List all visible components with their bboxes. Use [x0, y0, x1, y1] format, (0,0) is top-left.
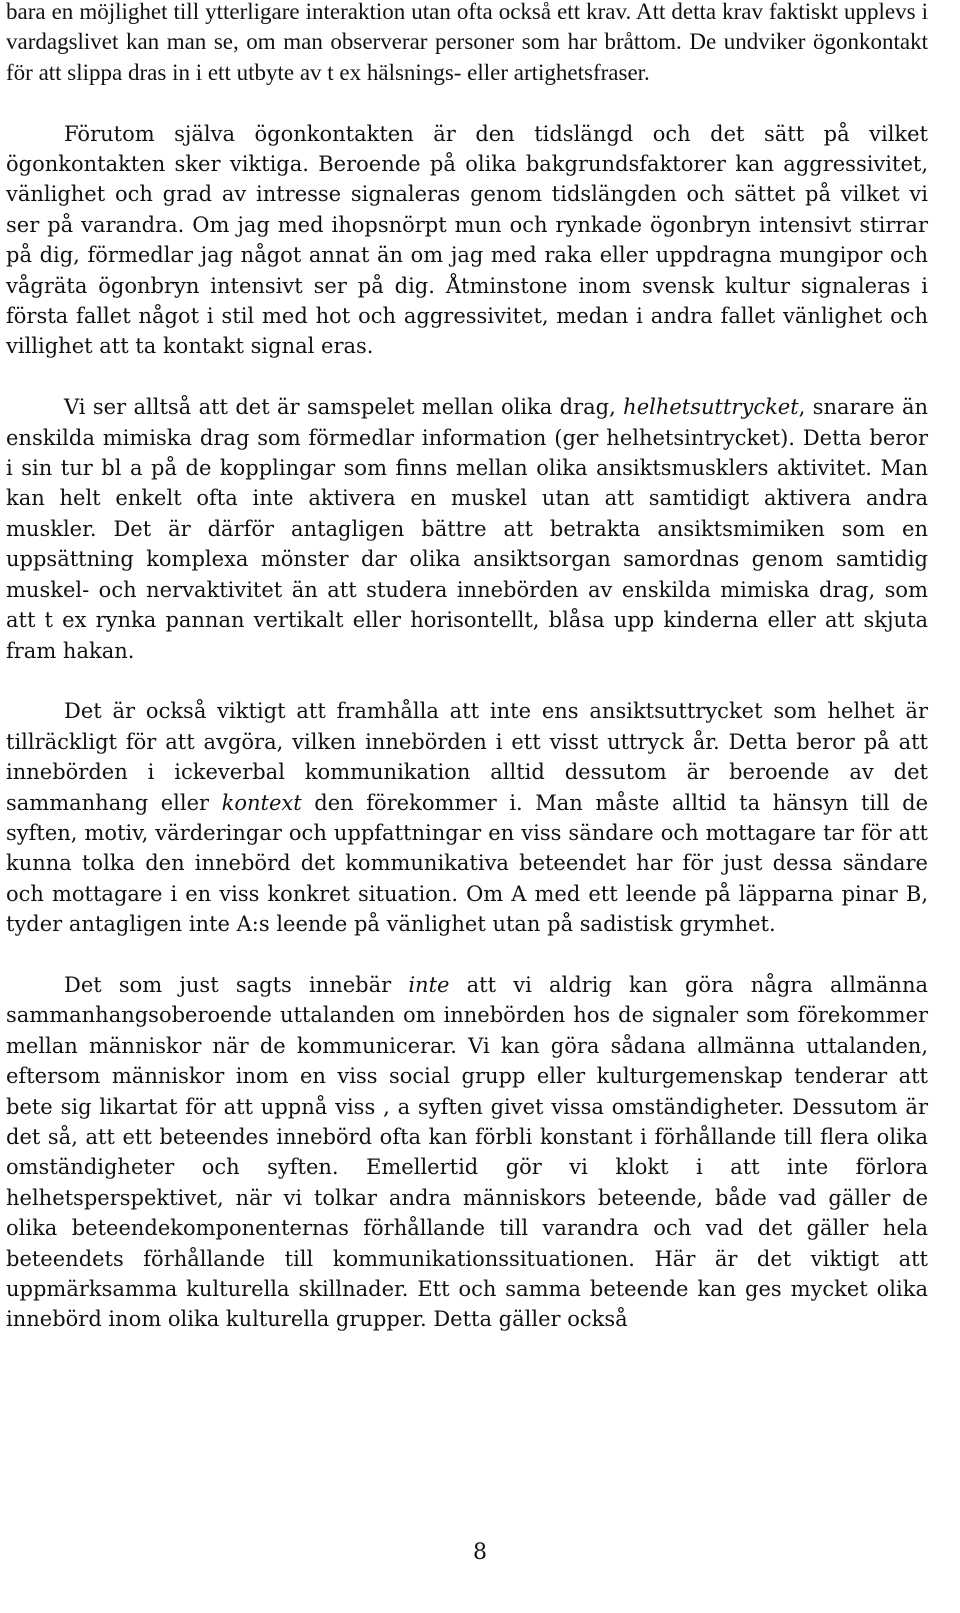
paragraph-2-text: Förutom själva ögonkontakten är den tidslängd och det sätt på vilket ögonkontakten sker viktiga. Beroende på olika bakgrundsfaktorer kan aggressivitet, vänlighet och grad av intresse signaleras genom tidslängden och sättet på vilket vi ser på varandra. Om jag med ihopsnörpt mun och rynkade ögonbryn intensivt stirrar på dig, förmedlar jag något annat än om jag med raka eller uppdragna mungipor och vågräta ögonbryn intensivt ser på dig. Åtminstone inom svensk kultur signaleras i första fallet något i stil med hot och aggressivitet, medan i andra fallet vänlighet och villighet att ta kontakt signal eras.	[6, 121, 928, 359]
paragraph-3-italic-term: helhetsuttrycket	[623, 395, 799, 420]
paragraph-3	[6, 392, 928, 666]
paragraph-5-text-end: att vi aldrig kan göra några allmänna sammanhangsoberoende uttalanden om innebörden hos de signaler som förekommer mellan människor när de kommunicerar. Vi kan göra sådana allmänna uttalanden, eftersom människor inom en viss social grupp eller kulturgemenskap tenderar att bete sig likartat för att uppnå viss , a syften givet vissa omständigheter. Dessutom är det så, att ett beteendes innebörd ofta kan förbli konstant i förhållande till flera olika omständigheter och syften. Emellertid gör vi klokt i att inte förlora helhetsperspektivet, när vi tolkar andra människors beteende, både vad gäller de olika beteendekomponenternas förhållande till varandra och vad det gäller hela beteendets förhållande till kommunikationssituationen. Här är det viktigt att uppmärksamma kulturella skillnader. Ett och samma beteende kan ges mycket olika innebörd inom olika kulturella grupper. Detta gäller också	[6, 972, 928, 1332]
document-page	[6, 0, 928, 1335]
paragraph-2	[6, 119, 928, 362]
paragraph-3-text-start: Vi ser alltså att det är samspelet mellan olika drag,	[64, 395, 624, 420]
page-number: 8	[473, 1540, 487, 1565]
paragraph-5	[6, 970, 928, 1335]
paragraph-4-text-start: Det är också viktigt att framhålla att inte ens ansiktsuttrycket som helhet är tillräckligt för att avgöra, vilken innebörden i ett visst uttryck år. Detta beror på att innebörden i ickeverbal kommunikation alltid dessutom är beroende av det sammanhang eller	[6, 699, 928, 815]
paragraph-4	[6, 696, 928, 939]
paragraph-1-text: bara en möjlighet till ytterligare interaktion utan ofta också ett krav. Att detta krav faktiskt upplevs i vardagslivet kan man se, om man observerar personer som har bråttom. De undviker ögonkontakt för att slippa dras in i ett utbyte av t ex hälsnings- eller artighetsfraser.	[6, 0, 928, 85]
paragraph-5-text-start: Det som just sagts innebär	[64, 972, 409, 997]
paragraph-5-italic-term: inte	[408, 972, 450, 997]
paragraph-3-text-end: , snarare än enskilda mimiska drag som förmedlar information (ger helhetsintrycket). Detta beror i sin tur bl a på de kopplingar som finns mellan olika ansiktsmusklers aktivitet. Man kan helt enkelt ofta inte aktivera en muskel utan att samtidigt aktivera andra muskler. Det är därför antagligen bättre att betrakta ansiktsmimiken som en uppsättning komplexa mönster dar olika ansiktsorgan samordnas genom samtidig muskel- och nervaktivitet än att studera innebörden av enskilda mimiska drag, som att t ex rynka pannan vertikalt eller horisontellt, blåsa upp kinderna eller att skjuta fram hakan.	[6, 395, 928, 663]
paragraph-4-text-end: den förekommer i. Man måste alltid ta hänsyn till de syften, motiv, värderingar och uppfattningar en viss sändare och mottagare tar för att kunna tolka den innebörd det kommunikativa beteendet har för just dessa sändare och mottagare i en viss konkret situation. Om A med ett leende på läpparna pinar B, tyder antagligen inte A:s leende på vänlighet utan på sadistisk grymhet.	[6, 790, 928, 937]
paragraph-1	[6, 0, 928, 88]
paragraph-4-italic-term: kontext	[221, 790, 302, 815]
